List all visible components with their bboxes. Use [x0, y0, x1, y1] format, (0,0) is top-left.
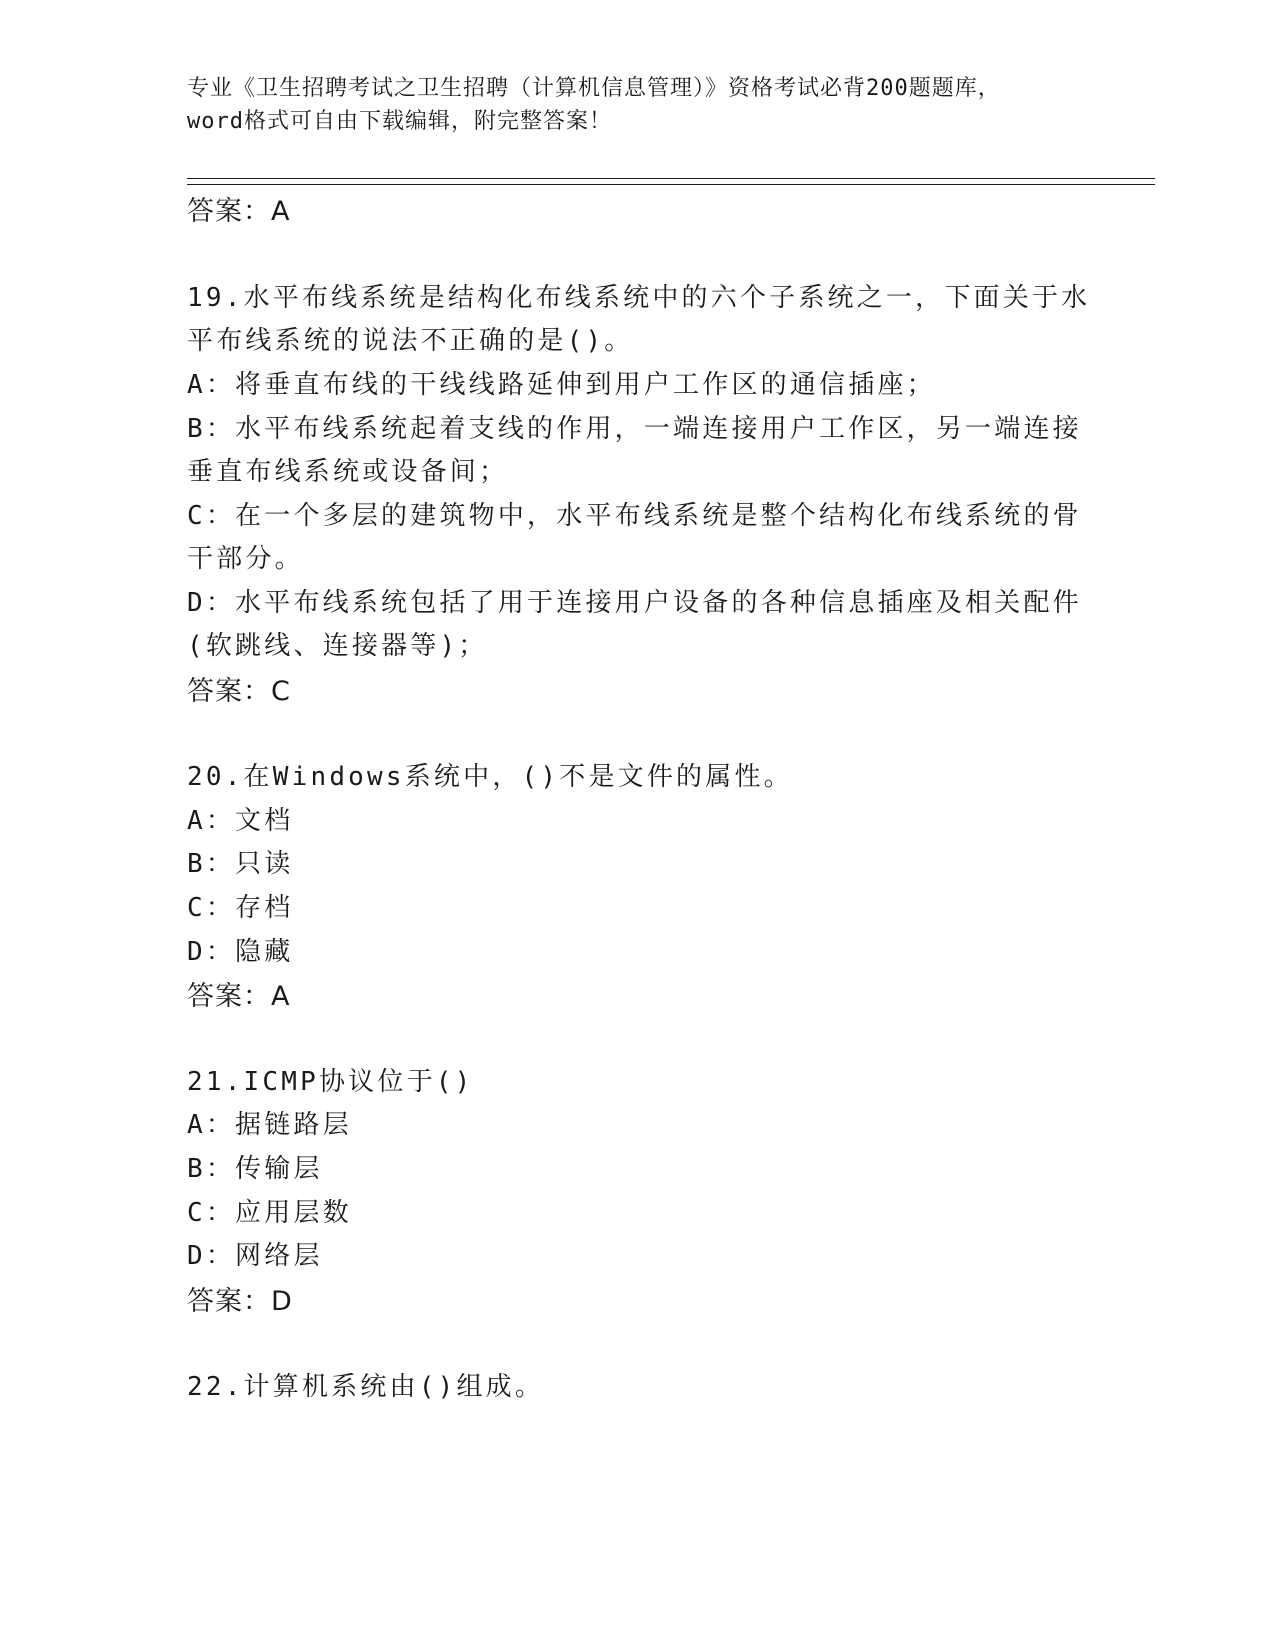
header-divider-bottom: [187, 184, 1155, 185]
question-19-stem-line2: 平布线系统的说法不正确的是()。: [187, 326, 634, 356]
header-title-line2: word格式可自由下载编辑，附完整答案！: [187, 109, 612, 134]
question-21-option-a: A：据链路层: [187, 1110, 352, 1140]
question-19-option-c-line2: 干部分。: [187, 544, 304, 574]
document-header: [187, 72, 1087, 138]
question-20-stem: 20.在Windows系统中，()不是文件的属性。: [187, 762, 793, 792]
question-20-option-a: A：文档: [187, 806, 294, 836]
question-19-option-b-line2: 垂直布线系统或设备间；: [187, 457, 509, 487]
question-19-answer: 答案：C: [187, 676, 291, 707]
question-22-stem: 22.计算机系统由()组成。: [187, 1372, 545, 1402]
answer-previous: 答案：A: [187, 196, 291, 227]
question-21-option-d: D：网络层: [187, 1241, 323, 1271]
question-19-option-c-line1: C：在一个多层的建筑物中，水平布线系统是整个结构化布线系统的骨: [187, 501, 1082, 531]
question-21-answer: 答案：D: [187, 1286, 293, 1317]
question-20-option-d: D：隐藏: [187, 937, 294, 967]
question-19-option-d-line1: D：水平布线系统包括了用于连接用户设备的各种信息插座及相关配件: [187, 588, 1082, 618]
question-21-stem: 21.ICMP协议位于(): [187, 1067, 474, 1097]
question-20-option-c: C：存档: [187, 893, 294, 923]
question-20-answer: 答案：A: [187, 981, 291, 1012]
question-19-stem-line1: 19.水平布线系统是结构化布线系统中的六个子系统之一，下面关于水: [187, 283, 1091, 313]
header-title-line1: 专业《卫生招聘考试之卫生招聘（计算机信息管理）》资格考试必背200题题库，: [187, 76, 1001, 101]
header-divider-top: [187, 178, 1155, 179]
question-19-option-b-line1: B：水平布线系统起着支线的作用，一端连接用户工作区，另一端连接: [187, 414, 1082, 444]
question-21-option-c: C：应用层数: [187, 1198, 352, 1228]
question-19-option-d-line2: (软跳线、连接器等)；: [187, 631, 488, 661]
question-20-option-b: B：只读: [187, 849, 294, 879]
question-19-option-a: A：将垂直布线的干线线路延伸到用户工作区的通信插座；: [187, 370, 936, 400]
question-21-option-b: B：传输层: [187, 1154, 323, 1184]
